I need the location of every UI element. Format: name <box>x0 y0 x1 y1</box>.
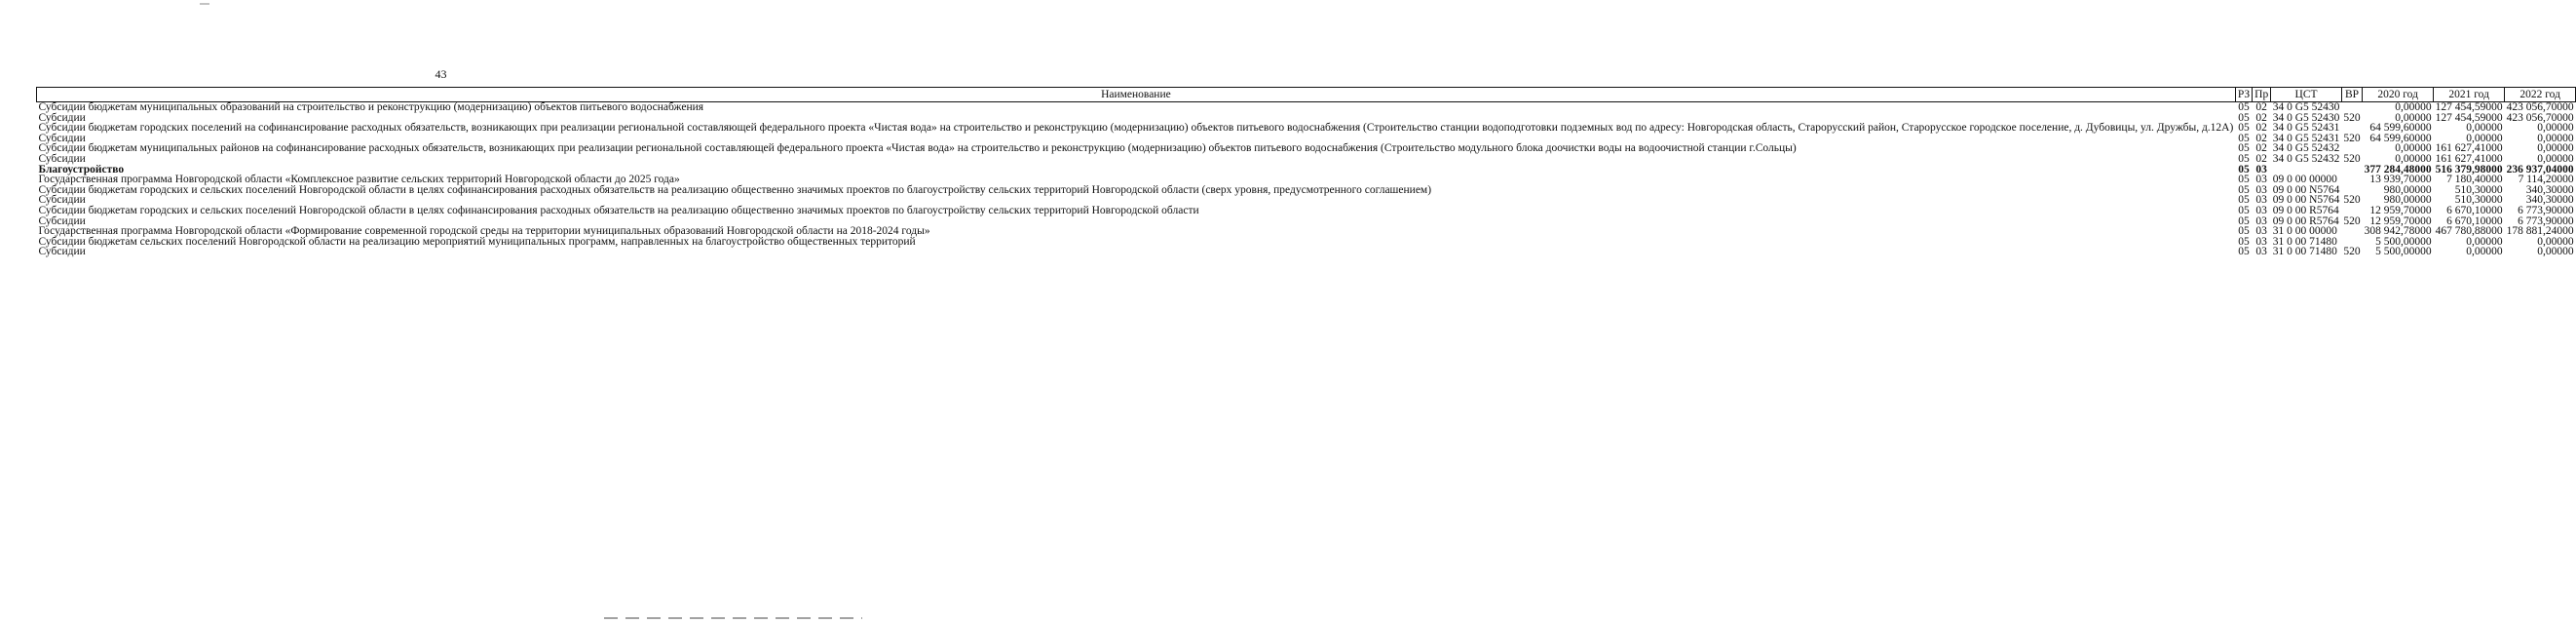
cell-pr: 03 <box>2255 246 2267 258</box>
cell-rz: 05 <box>2238 246 2250 258</box>
cell-2020: 308 942,78000 <box>2364 225 2432 238</box>
cell-2020: 0,00000 <box>2395 101 2432 113</box>
cell-rz: 05 <box>2238 225 2250 238</box>
cell-2020: 13 939,70000 <box>2369 174 2432 186</box>
cell-cst: 34 0 G5 52430 <box>2272 101 2340 113</box>
cell-cst: 09 0 00 00000 <box>2272 174 2337 186</box>
table-row <box>37 247 2576 257</box>
cell-2022: 0,00000 <box>2537 246 2574 258</box>
cell-pr: 03 <box>2255 174 2267 186</box>
cell-pr: 02 <box>2255 152 2267 165</box>
cell-cst: 34 0 G5 52431 <box>2272 122 2340 135</box>
cell-2021: 6 670,10000 <box>2446 204 2503 216</box>
cell-cst: 34 0 G5 52432 <box>2272 152 2340 165</box>
cell-2022: 0,00000 <box>2537 235 2574 248</box>
cell-name: Субсидии <box>38 246 86 258</box>
cell-2021: 0,00000 <box>2466 235 2503 248</box>
column-header-vr: ВР <box>2341 88 2362 102</box>
cell-pr: 03 <box>2255 204 2267 216</box>
table-row <box>37 185 2576 196</box>
column-header-cst: ЦСТ <box>2271 88 2342 102</box>
table-row <box>37 143 2576 154</box>
cell-2022: 423 056,70000 <box>2506 101 2574 113</box>
cell-rz: 05 <box>2238 152 2250 165</box>
cell-rz: 05 <box>2238 214 2250 227</box>
cell-2022: 0,00000 <box>2537 122 2574 135</box>
cell-vr <box>2341 226 2362 237</box>
table-row <box>37 102 2576 113</box>
cell-cst: 31 0 00 71480 <box>2272 235 2337 248</box>
cell-rz: 05 <box>2238 142 2250 155</box>
cell-2020: 0,00000 <box>2395 152 2432 165</box>
cell-2022: 7 114,20000 <box>2518 174 2574 186</box>
cell-rz: 05 <box>2238 194 2250 207</box>
cell-2022: 236 937,04000 <box>2506 163 2574 176</box>
cell-pr: 03 <box>2255 214 2267 227</box>
cell-name: Субсидии <box>38 111 86 124</box>
cell-name: Государственная программа Новгородской области «Комплексное развитие сельских территорий Новгородской области до 2025 года» <box>38 174 680 186</box>
cell-name: Субсидии <box>38 132 86 144</box>
cell-2022: 0,00000 <box>2537 142 2574 155</box>
cell-2021: 510,30000 <box>2454 183 2503 196</box>
cell-2022: 423 056,70000 <box>2506 111 2574 124</box>
cell-2021: 516 379,98000 <box>2435 163 2503 176</box>
cell-rz: 05 <box>2238 132 2250 144</box>
cell-2022: 0,00000 <box>2537 132 2574 144</box>
column-header-2020: 2020 год <box>2363 88 2434 102</box>
cell-2022: 0,00000 <box>2537 152 2574 165</box>
cell-2021: 7 180,40000 <box>2446 174 2503 186</box>
cell-vr <box>2341 165 2362 176</box>
cell-2021: 0,00000 <box>2466 246 2503 258</box>
table-row <box>37 237 2576 248</box>
column-header-rz: РЗ <box>2235 88 2252 102</box>
cell-rz: 05 <box>2238 101 2250 113</box>
cell-2021: 0,00000 <box>2466 122 2503 135</box>
cell-cst: 09 0 00 N5764 <box>2272 194 2340 207</box>
cell-pr: 02 <box>2255 111 2267 124</box>
cell-2020: 64 599,60000 <box>2369 122 2432 135</box>
cell-2020: 64 599,60000 <box>2369 132 2432 144</box>
cell-name: Субсидии <box>38 152 86 165</box>
budget-table <box>36 87 2576 257</box>
cell-vr: 520 <box>2343 246 2361 258</box>
cell-2022: 6 773,90000 <box>2518 214 2574 227</box>
cell-vr: 520 <box>2343 132 2361 144</box>
cell-name: Субсидии <box>38 194 86 207</box>
cell-2021: 161 627,41000 <box>2435 142 2503 155</box>
cell-2020: 980,00000 <box>2383 183 2432 196</box>
table-header-row <box>37 88 2576 102</box>
cell-rz: 05 <box>2238 111 2250 124</box>
cell-pr: 02 <box>2255 132 2267 144</box>
cell-rz: 05 <box>2238 235 2250 248</box>
cell-2021: 127 454,59000 <box>2435 101 2503 113</box>
cell-name: Субсидии бюджетам муниципальных образований на строительство и реконструкцию (модернизацию) объектов питьевого водоснабжения <box>38 101 704 113</box>
cell-vr: 520 <box>2343 214 2361 227</box>
cell-2022: 178 881,24000 <box>2506 225 2574 238</box>
cell-pr: 03 <box>2255 194 2267 207</box>
cell-cst: 34 0 G5 52431 <box>2272 132 2340 144</box>
cell-vr <box>2341 206 2362 216</box>
cell-2021: 161 627,41000 <box>2435 152 2503 165</box>
cell-2021: 0,00000 <box>2466 132 2503 144</box>
cell-2022: 6 773,90000 <box>2518 204 2574 216</box>
cell-name: Субсидии бюджетам городских поселений на софинансирование расходных обязательств, возникающих при реализации региональной составляющей федерального проекта «Чистая вода» на строительство и реконструкцию (модернизацию) объектов питьевого водоснабжения (Строительство станции водоподготовки подземных вод по адресу: Новгородская область, Старорусский район, Старорусское городское поселение, д. Дубовицы, ул. Дружбы, д.12А) <box>38 122 2234 135</box>
cell-pr: 02 <box>2255 101 2267 113</box>
cell-name: Субсидии бюджетам городских и сельских поселений Новгородской области в целях софинансирования расходных обязательств на реализацию общественно значимых проектов по благоустройству сельских территорий Новгородской области <box>38 204 1199 216</box>
scan-speck <box>200 3 209 5</box>
cell-vr: 520 <box>2343 194 2361 207</box>
cell-rz: 05 <box>2238 183 2250 196</box>
cell-2021: 127 454,59000 <box>2435 111 2503 124</box>
cell-rz: 05 <box>2238 204 2250 216</box>
cell-2020: 5 500,00000 <box>2375 246 2432 258</box>
table-row <box>37 206 2576 216</box>
cell-pr: 03 <box>2255 183 2267 196</box>
cell-vr <box>2341 175 2362 185</box>
cell-2021: 6 670,10000 <box>2446 214 2503 227</box>
column-header-name: Наименование <box>37 88 2236 102</box>
cell-2020: 980,00000 <box>2383 194 2432 207</box>
cell-cst: 09 0 00 R5764 <box>2272 204 2339 216</box>
cell-2020: 377 284,48000 <box>2364 163 2432 176</box>
cell-cst: 09 0 00 N5764 <box>2272 183 2340 196</box>
cell-pr: 03 <box>2255 225 2267 238</box>
cell-2020: 5 500,00000 <box>2375 235 2432 248</box>
cell-vr: 520 <box>2343 111 2361 124</box>
cell-name: Государственная программа Новгородской области «Формирование современной городской среды на территории муниципальных образований Новгородской области на 2018-2024 годы» <box>38 225 930 238</box>
cell-2022: 340,30000 <box>2525 183 2574 196</box>
cell-name: Субсидии бюджетам городских и сельских поселений Новгородской области в целях софинансирования расходных обязательств на реализацию общественно значимых проектов по благоустройству сельских территорий Новгородской области (сверх уровня, предусмотренного соглашением) <box>38 183 1432 196</box>
cell-2020: 12 959,70000 <box>2369 204 2432 216</box>
cell-vr: 520 <box>2343 152 2361 165</box>
cell-2020: 0,00000 <box>2395 142 2432 155</box>
cell-2020: 12 959,70000 <box>2369 214 2432 227</box>
cell-pr: 02 <box>2255 142 2267 155</box>
page-number: 43 <box>435 67 447 81</box>
cell-cst: 31 0 00 00000 <box>2272 225 2337 238</box>
cell-name: Субсидии бюджетам муниципальных районов на софинансирование расходных обязательств, возникающих при реализации региональной составляющей федерального проекта «Чистая вода» на строительство и реконструкцию (модернизацию) объектов питьевого водоснабжения (Строительство модульного блока доочистки воды на водоочистной станции г.Сольцы) <box>38 142 1797 155</box>
cell-pr: 03 <box>2255 163 2267 176</box>
cell-2020: 0,00000 <box>2395 111 2432 124</box>
cell-2022: 340,30000 <box>2525 194 2574 207</box>
table-row <box>37 123 2576 134</box>
scan-edge-artifact <box>604 617 862 619</box>
cell-rz: 05 <box>2238 163 2250 176</box>
column-header-2022: 2022 год <box>2505 88 2576 102</box>
cell-2021: 467 780,88000 <box>2435 225 2503 238</box>
cell-rz: 05 <box>2238 174 2250 186</box>
cell-pr: 03 <box>2255 235 2267 248</box>
cell-name: Субсидии бюджетам сельских поселений Новгородской области на реализацию мероприятий муниципальных программ, направленных на благоустройство общественных территорий <box>38 235 916 248</box>
cell-cst: 34 0 G5 52430 <box>2272 111 2340 124</box>
cell-pr: 02 <box>2255 122 2267 135</box>
cell-cst: 09 0 00 R5764 <box>2272 214 2339 227</box>
table-row <box>37 154 2576 165</box>
column-header-2021: 2021 год <box>2434 88 2505 102</box>
cell-cst: 34 0 G5 52432 <box>2272 142 2340 155</box>
table-body <box>37 102 2576 257</box>
cell-name: Субсидии <box>38 214 86 227</box>
column-header-pr: Пр <box>2253 88 2271 102</box>
cell-rz: 05 <box>2238 122 2250 135</box>
cell-2021: 510,30000 <box>2454 194 2503 207</box>
cell-name: Благоустройство <box>38 163 125 176</box>
cell-cst: 31 0 00 71480 <box>2272 246 2337 258</box>
cell-vr <box>2341 102 2362 113</box>
